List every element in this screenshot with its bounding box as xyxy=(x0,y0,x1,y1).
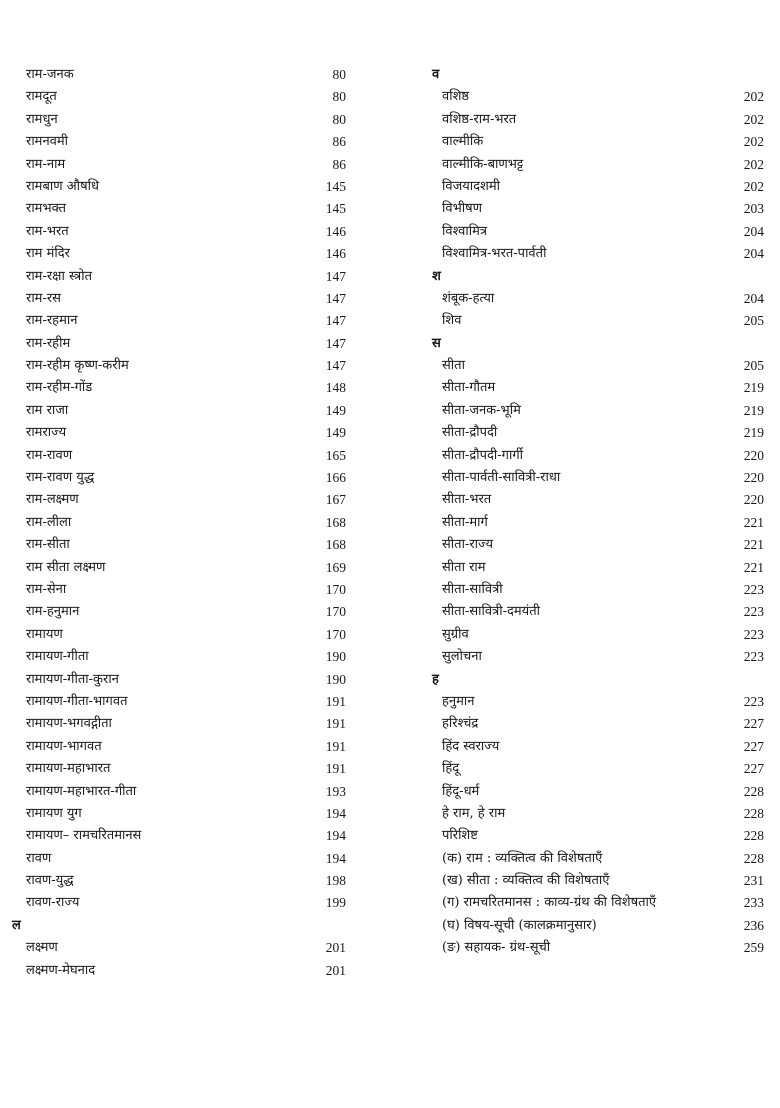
entry-page-number: 205 xyxy=(743,313,764,329)
entry-label: रामभक्त xyxy=(26,201,66,217)
index-entry xyxy=(428,422,768,444)
entry-page-number: 80 xyxy=(332,89,346,105)
index-entry xyxy=(12,601,352,623)
entry-page-number: 194 xyxy=(325,850,346,866)
entry-label: रामनवमी xyxy=(26,134,69,150)
entry-label: विश्वामित्र xyxy=(442,223,488,239)
index-entry xyxy=(12,848,352,870)
entry-label: राम-लक्ष्मण xyxy=(26,492,79,508)
index-entry xyxy=(428,781,768,803)
index-entry xyxy=(428,243,768,265)
index-entry xyxy=(428,400,768,422)
entry-page-number: 149 xyxy=(325,425,346,441)
index-entry xyxy=(428,848,768,870)
index-section-heading xyxy=(428,64,768,86)
index-entry xyxy=(428,534,768,556)
entry-label: (क) राम : व्यक्तित्व की विशेषताएँ xyxy=(442,850,603,866)
entry-label: सीता-सावित्री-दमयंती xyxy=(442,604,541,620)
entry-page-number: 169 xyxy=(325,559,346,575)
entry-page-number: 170 xyxy=(325,626,346,642)
entry-label: (ख) सीता : व्यक्तित्व की विशेषताएँ xyxy=(442,873,610,889)
index-entry xyxy=(428,713,768,735)
entry-label: हरिश्चंद्र xyxy=(442,716,479,732)
entry-page-number: 145 xyxy=(325,178,346,194)
entry-page-number: 191 xyxy=(325,716,346,732)
entry-page-number: 221 xyxy=(743,514,764,530)
entry-page-number: 219 xyxy=(743,402,764,418)
entry-page-number: 148 xyxy=(325,380,346,396)
entry-page-number: 223 xyxy=(743,649,764,665)
index-entry xyxy=(428,131,768,153)
entry-label: सुग्रीव xyxy=(442,626,469,642)
entry-label: सीता-मार्ग xyxy=(442,514,488,530)
entry-label: सीता-जनक-भूमि xyxy=(442,402,521,418)
index-entry xyxy=(12,310,352,332)
entry-page-number: 228 xyxy=(743,828,764,844)
entry-label: रावण xyxy=(26,850,52,866)
entry-page-number: 86 xyxy=(332,134,346,150)
entry-label: राम राजा xyxy=(26,402,69,418)
index-entry xyxy=(12,579,352,601)
entry-label: रामायण-गीता-भागवत xyxy=(26,693,128,709)
entry-page-number xyxy=(764,333,768,355)
index-entry xyxy=(12,960,352,982)
index-entry xyxy=(12,803,352,825)
index-entry xyxy=(428,86,768,108)
index-entry xyxy=(428,310,768,332)
index-entry xyxy=(12,266,352,288)
section-letter: व xyxy=(432,67,440,82)
entry-label: सीता-द्रौपदी-गार्गी xyxy=(442,447,524,463)
entry-page-number: 201 xyxy=(325,940,346,956)
index-entry xyxy=(12,422,352,444)
index-entry xyxy=(428,803,768,825)
entry-label: शिव xyxy=(442,313,462,329)
index-entry xyxy=(12,512,352,534)
entry-page-number: 219 xyxy=(743,425,764,441)
entry-label: सीता-गौतम xyxy=(442,380,496,396)
entry-label: राम-रहीम xyxy=(26,335,71,351)
entry-label: रामायण-गीता xyxy=(26,649,89,665)
entry-label: राम-सेना xyxy=(26,581,67,597)
entry-label: विश्वामित्र-भरत-पार्वती xyxy=(442,246,547,262)
index-entry xyxy=(12,870,352,892)
index-entry xyxy=(12,176,352,198)
entry-label: राम-रहमान xyxy=(26,313,78,329)
entry-page-number: 228 xyxy=(743,850,764,866)
index-entry xyxy=(12,221,352,243)
index-entry xyxy=(428,646,768,668)
index-entry xyxy=(12,669,352,691)
index-entry xyxy=(12,713,352,735)
entry-label: राम-रक्षा स्त्रोत xyxy=(26,268,92,284)
index-entry xyxy=(428,288,768,310)
entry-page-number: 167 xyxy=(325,492,346,508)
entry-page-number: 147 xyxy=(325,290,346,306)
entry-page-number: 165 xyxy=(325,447,346,463)
entry-page-number: 221 xyxy=(743,537,764,553)
index-entry xyxy=(428,691,768,713)
index-entry xyxy=(428,512,768,534)
entry-page-number: 147 xyxy=(325,268,346,284)
entry-page-number: 204 xyxy=(743,223,764,239)
index-entry xyxy=(428,579,768,601)
index-entry xyxy=(12,154,352,176)
entry-label: रामायण-भागवत xyxy=(26,738,102,754)
index-entry xyxy=(12,691,352,713)
entry-page-number xyxy=(346,915,352,937)
entry-page-number: 202 xyxy=(743,156,764,172)
entry-label: हिंद स्वराज्य xyxy=(442,738,500,754)
entry-page-number: 191 xyxy=(325,761,346,777)
index-entry xyxy=(12,781,352,803)
entry-label: सुलोचना xyxy=(442,649,482,665)
index-entry xyxy=(428,176,768,198)
entry-label: रावण-राज्य xyxy=(26,895,80,911)
index-entry xyxy=(12,131,352,153)
entry-page-number: 170 xyxy=(325,581,346,597)
entry-page-number: 145 xyxy=(325,201,346,217)
entry-page-number: 147 xyxy=(325,313,346,329)
entry-page-number xyxy=(764,669,768,691)
index-entry xyxy=(428,467,768,489)
index-entry xyxy=(12,333,352,355)
entry-label: लक्ष्मण-मेघनाद xyxy=(26,962,96,978)
entry-label: (ग) रामचरितमानस : काव्य-ग्रंथ की विशेषताएँ xyxy=(442,895,657,911)
section-letter: ल xyxy=(12,917,21,933)
index-section-heading xyxy=(12,915,352,937)
index-entry xyxy=(428,736,768,758)
entry-page-number: 203 xyxy=(743,201,764,217)
entry-page-number: 194 xyxy=(325,828,346,844)
entry-page-number xyxy=(764,266,768,288)
entry-page-number: 168 xyxy=(325,537,346,553)
index-entry xyxy=(12,86,352,108)
index-entry xyxy=(428,377,768,399)
entry-page-number: 220 xyxy=(743,492,764,508)
entry-label: सीता-भरत xyxy=(442,492,492,508)
entry-label: सीता-द्रौपदी xyxy=(442,425,498,441)
entry-page-number: 228 xyxy=(743,783,764,799)
index-entry xyxy=(12,892,352,914)
entry-page-number: 221 xyxy=(743,559,764,575)
entry-label: राम-लीला xyxy=(26,514,72,530)
entry-page-number: 86 xyxy=(332,156,346,172)
entry-page-number: 147 xyxy=(325,358,346,374)
entry-page-number: 146 xyxy=(325,246,346,262)
entry-label: (ङ) सहायक- ग्रंथ-सूची xyxy=(442,940,551,956)
entry-page-number: 227 xyxy=(743,761,764,777)
entry-label: हनुमान xyxy=(442,693,475,709)
entry-label: राम मंदिर xyxy=(26,246,70,262)
entry-label: लक्ष्मण xyxy=(26,940,58,956)
entry-page-number: 227 xyxy=(743,716,764,732)
entry-label: रामबाण औषधि xyxy=(26,178,99,194)
entry-page-number: 223 xyxy=(743,693,764,709)
index-entry xyxy=(428,355,768,377)
section-letter: ह xyxy=(432,671,439,687)
entry-label: सीता-सावित्री xyxy=(442,581,503,597)
index-entry xyxy=(12,825,352,847)
index-entry xyxy=(12,937,352,959)
entry-page-number: 80 xyxy=(332,67,346,82)
index-entry xyxy=(12,400,352,422)
entry-page-number: 220 xyxy=(743,470,764,486)
index-right-column xyxy=(428,64,768,960)
index-entry xyxy=(12,624,352,646)
entry-page-number: 223 xyxy=(743,604,764,620)
entry-page-number: 170 xyxy=(325,604,346,620)
entry-label: सीता xyxy=(442,358,465,374)
entry-page-number: 219 xyxy=(743,380,764,396)
entry-label: हिंदू xyxy=(442,761,460,777)
entry-label: वाल्मीकि xyxy=(442,134,484,150)
index-entry xyxy=(428,758,768,780)
entry-label: सीता-पार्वती-सावित्री-राधा xyxy=(442,470,561,486)
index-entry xyxy=(428,892,768,914)
entry-label: रामदूत xyxy=(26,89,57,105)
index-entry xyxy=(12,445,352,467)
entry-page-number: 202 xyxy=(743,178,764,194)
entry-label: राम-रहीम-गोंड xyxy=(26,380,93,396)
index-entry xyxy=(428,557,768,579)
index-entry xyxy=(428,915,768,937)
entry-page-number: 202 xyxy=(743,134,764,150)
entry-page-number: 233 xyxy=(743,895,764,911)
entry-label: हिंदू-धर्म xyxy=(442,783,480,799)
entry-page-number: 191 xyxy=(325,693,346,709)
entry-page-number: 147 xyxy=(325,335,346,351)
entry-page-number: 202 xyxy=(743,111,764,127)
entry-page-number: 80 xyxy=(332,111,346,127)
entry-label: रामायण xyxy=(26,626,63,642)
entry-page-number: 199 xyxy=(325,895,346,911)
entry-page-number: 201 xyxy=(325,962,346,978)
entry-page-number: 191 xyxy=(325,738,346,754)
entry-page-number: 202 xyxy=(743,89,764,105)
entry-label: रामायण-भगवद्गीता xyxy=(26,716,112,732)
entry-page-number: 204 xyxy=(743,290,764,306)
index-entry xyxy=(428,221,768,243)
index-entry xyxy=(12,758,352,780)
index-section-heading xyxy=(428,669,768,691)
index-entry xyxy=(12,534,352,556)
entry-label: वशिष्ठ-राम-भरत xyxy=(442,111,517,127)
entry-page-number xyxy=(764,64,768,86)
entry-page-number: 190 xyxy=(325,671,346,687)
entry-label: रावण-युद्ध xyxy=(26,873,74,889)
index-entry xyxy=(428,109,768,131)
entry-page-number: 231 xyxy=(743,873,764,889)
entry-label: राम सीता लक्ष्मण xyxy=(26,559,106,575)
index-entry xyxy=(12,557,352,579)
entry-page-number: 168 xyxy=(325,514,346,530)
entry-label: राम-भरत xyxy=(26,223,69,239)
entry-page-number: 149 xyxy=(325,402,346,418)
entry-label: राम-रहीम कृष्ण-करीम xyxy=(26,358,129,374)
entry-label: सीता-राज्य xyxy=(442,537,493,553)
entry-label: विभीषण xyxy=(442,201,483,217)
entry-label: राम-रावण xyxy=(26,447,73,463)
index-entry xyxy=(12,736,352,758)
section-letter: स xyxy=(432,335,441,351)
index-entry xyxy=(428,445,768,467)
entry-label: राम-सीता xyxy=(26,537,70,553)
index-entry xyxy=(428,825,768,847)
index-section-heading xyxy=(428,333,768,355)
index-entry xyxy=(428,154,768,176)
index-entry xyxy=(12,64,352,86)
index-entry xyxy=(12,288,352,310)
index-entry xyxy=(428,870,768,892)
entry-page-number: 236 xyxy=(743,917,764,933)
index-entry xyxy=(428,601,768,623)
entry-page-number: 259 xyxy=(743,940,764,956)
entry-label: रामायण-महाभारत xyxy=(26,761,111,777)
entry-page-number: 205 xyxy=(743,358,764,374)
index-entry xyxy=(12,646,352,668)
entry-page-number: 194 xyxy=(325,805,346,821)
entry-label: शंबूक-हत्या xyxy=(442,290,495,306)
entry-label: परिशिष्ट xyxy=(442,828,478,844)
entry-page-number: 198 xyxy=(325,873,346,889)
index-entry xyxy=(12,489,352,511)
entry-page-number: 146 xyxy=(325,223,346,239)
entry-page-number: 220 xyxy=(743,447,764,463)
index-entry xyxy=(12,467,352,489)
entry-label: राम-रस xyxy=(26,290,61,306)
entry-label: रामराज्य xyxy=(26,425,67,441)
entry-page-number: 193 xyxy=(325,783,346,799)
entry-label: राम-जनक xyxy=(26,67,74,82)
index-entry xyxy=(428,937,768,959)
entry-label: सीता राम xyxy=(442,559,486,575)
section-letter: श xyxy=(432,268,441,284)
entry-label: हे राम, हे राम xyxy=(442,805,506,821)
entry-page-number: 166 xyxy=(325,470,346,486)
index-entry xyxy=(428,624,768,646)
entry-label: वशिष्ठ xyxy=(442,89,470,105)
entry-page-number: 228 xyxy=(743,805,764,821)
entry-label: रामायण-गीता-कुरान xyxy=(26,671,119,687)
entry-label: राम-रावण युद्ध xyxy=(26,470,95,486)
index-entry xyxy=(12,109,352,131)
entry-label: (घ) विषय-सूची (कालक्रमानुसार) xyxy=(442,917,597,933)
index-left-column xyxy=(12,64,352,982)
index-entry xyxy=(428,489,768,511)
entry-label: रामायण– रामचरितमानस xyxy=(26,828,142,844)
entry-label: रामधुन xyxy=(26,111,58,127)
entry-label: रामायण-महाभारत-गीता xyxy=(26,783,137,799)
entry-page-number: 227 xyxy=(743,738,764,754)
entry-label: रामायण युग xyxy=(26,805,82,821)
entry-page-number: 223 xyxy=(743,626,764,642)
entry-label: राम-हनुमान xyxy=(26,604,80,620)
entry-label: विजयादशमी xyxy=(442,178,501,194)
entry-page-number: 223 xyxy=(743,581,764,597)
entry-page-number: 204 xyxy=(743,246,764,262)
index-entry xyxy=(12,243,352,265)
index-entry xyxy=(12,355,352,377)
index-section-heading xyxy=(428,266,768,288)
index-entry xyxy=(428,198,768,220)
entry-page-number: 190 xyxy=(325,649,346,665)
index-entry xyxy=(12,198,352,220)
entry-label: राम-नाम xyxy=(26,156,66,172)
index-entry xyxy=(12,377,352,399)
entry-label: वाल्मीकि-बाणभट्ट xyxy=(442,156,524,172)
